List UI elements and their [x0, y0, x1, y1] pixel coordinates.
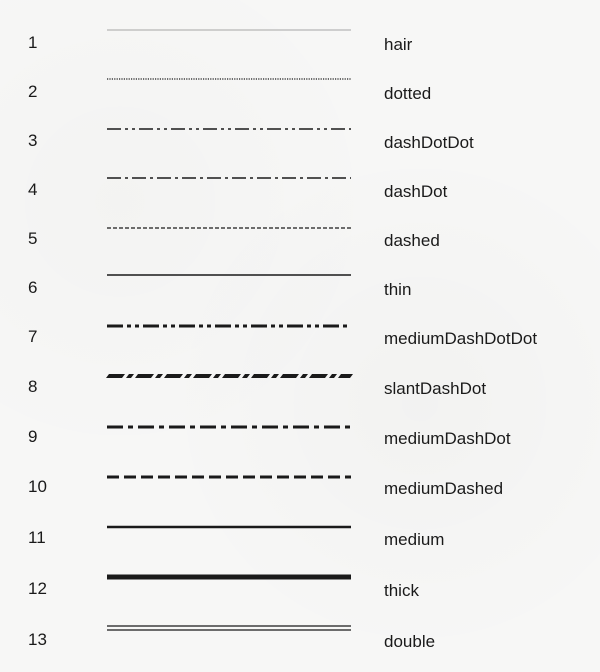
border-line-drawing	[107, 571, 351, 583]
border-line-drawing	[107, 521, 351, 533]
border-style-row	[0, 130, 600, 170]
style-index: 2	[28, 82, 38, 101]
style-name: mediumDashDot	[384, 429, 511, 448]
border-style-row	[0, 376, 600, 416]
style-index: 1	[28, 33, 38, 52]
border-style-row	[0, 527, 600, 567]
style-index: 8	[28, 377, 38, 396]
style-index: 7	[28, 327, 38, 346]
style-index: 3	[28, 131, 38, 150]
style-name: mediumDashed	[384, 479, 504, 498]
border-style-row	[0, 629, 600, 669]
border-line-drawing	[107, 320, 351, 332]
border-style-row	[0, 228, 600, 268]
border-style-row	[0, 81, 600, 121]
border-sample-thin	[107, 269, 351, 281]
style-name: dashDotDot	[384, 133, 474, 152]
border-sample-dashed	[107, 222, 351, 234]
style-name: slantDashDot	[384, 379, 487, 398]
border-line-drawing	[107, 370, 351, 382]
style-name: double	[384, 632, 436, 651]
border-sample-double	[107, 622, 351, 634]
border-sample-hair	[107, 24, 351, 36]
style-name: mediumDashDotDot	[384, 329, 538, 348]
border-style-row	[0, 179, 600, 219]
border-sample-dotted	[107, 73, 351, 85]
border-line-drawing	[107, 123, 351, 135]
border-style-row	[0, 32, 600, 72]
border-sample-dashDotDot	[107, 123, 351, 135]
border-style-row	[0, 426, 600, 466]
border-line-drawing	[107, 421, 351, 433]
style-name: hair	[384, 35, 413, 54]
border-sample-mediumDashDot	[107, 421, 351, 433]
style-name: thick	[384, 581, 419, 600]
border-sample-dashDot	[107, 172, 351, 184]
style-index: 4	[28, 180, 38, 199]
border-style-row	[0, 277, 600, 317]
style-index: 10	[28, 477, 47, 496]
border-line-drawing	[107, 24, 351, 36]
style-name: dashDot	[384, 182, 448, 201]
border-style-row	[0, 578, 600, 618]
style-index: 13	[28, 630, 47, 649]
style-name: thin	[384, 280, 412, 299]
border-line-drawing	[107, 622, 351, 634]
style-name: medium	[384, 530, 445, 549]
style-name: dotted	[384, 84, 432, 103]
border-line-drawing	[107, 73, 351, 85]
style-index: 12	[28, 579, 47, 598]
style-index: 6	[28, 278, 38, 297]
border-line-drawing	[107, 172, 351, 184]
border-line-drawing	[107, 269, 351, 281]
border-sample-mediumDashDotDot	[107, 320, 351, 332]
border-line-drawing	[107, 471, 351, 483]
border-style-row	[0, 326, 600, 366]
border-style-row	[0, 476, 600, 516]
border-sample-mediumDashed	[107, 471, 351, 483]
border-line-drawing	[107, 222, 351, 234]
border-sample-thick	[107, 571, 351, 583]
border-sample-medium	[107, 521, 351, 533]
style-name: dashed	[384, 231, 440, 250]
border-sample-slantDashDot	[107, 370, 351, 382]
style-index: 5	[28, 229, 38, 248]
style-index: 9	[28, 427, 38, 446]
style-index: 11	[28, 528, 46, 547]
